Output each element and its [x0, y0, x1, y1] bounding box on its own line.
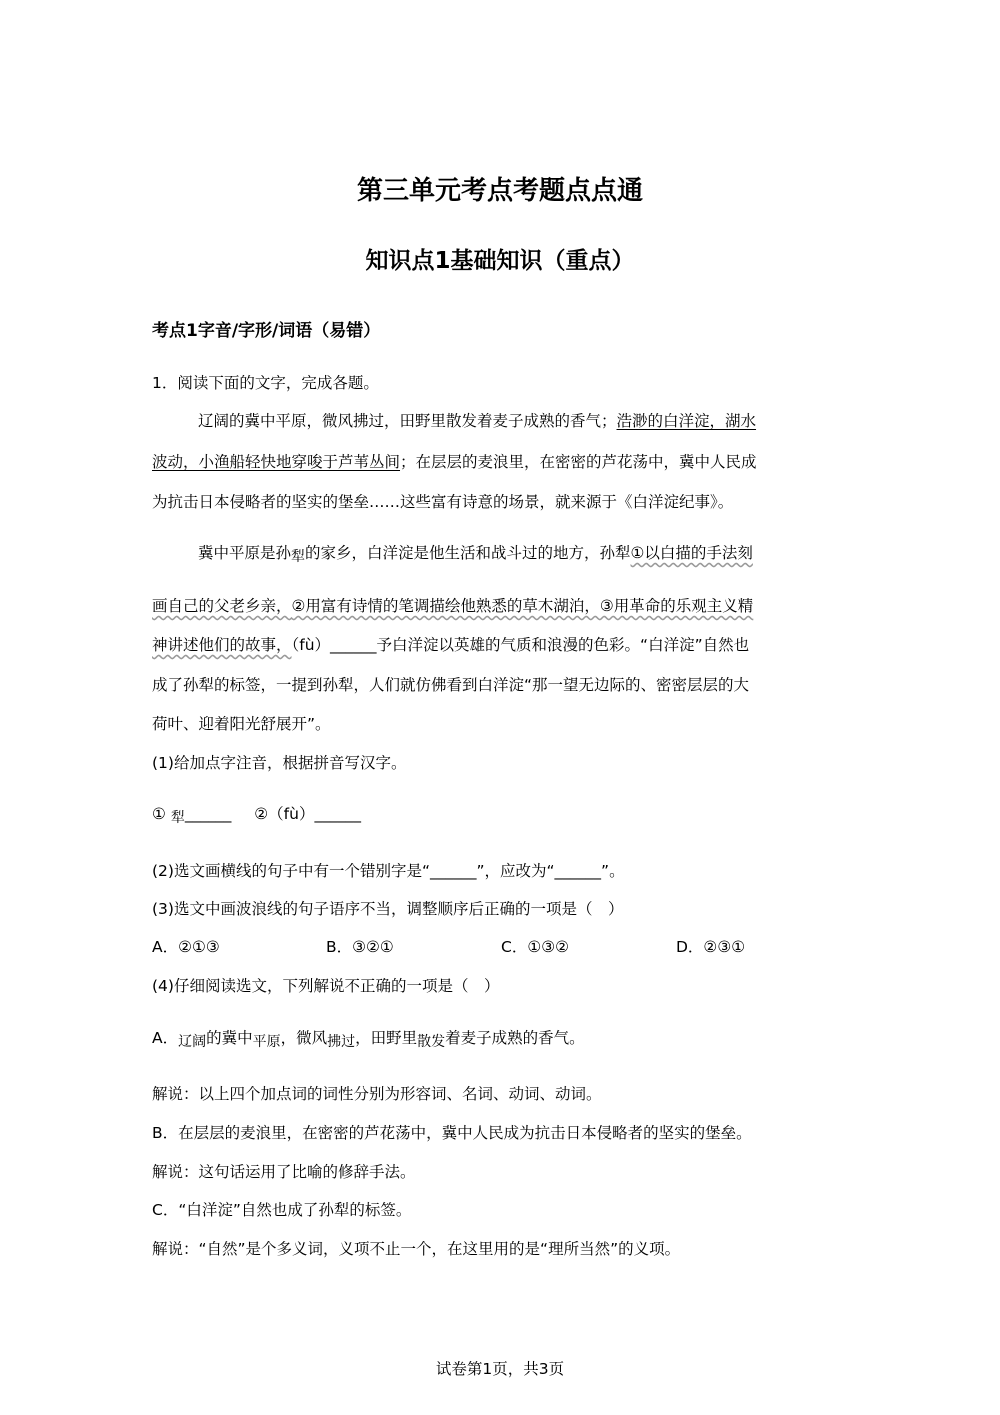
explanation-c: 解说：“自然”是个多义词，义项不止一个，在这里用的是“理所当然”的义项。: [152, 1240, 681, 1258]
dotted-word: 散发: [417, 1034, 446, 1050]
dotted-word: 平原: [252, 1034, 281, 1050]
subquestion-3-options: [0, 935, 1000, 959]
option-a-sentence: A．辽阔的冀中平原，微风拂过，田野里散发着麦子成熟的香气。: [152, 1029, 585, 1050]
option-b[interactable]: B．③②①: [326, 938, 394, 956]
wavy-sentence: ①以白描的手法刻: [630, 544, 753, 562]
wavy-sentence: 神讲述他们的故事，: [152, 636, 292, 654]
explanation-a: 解说：以上四个加点词的词性分别为形容词、名词、动词、动词。: [152, 1085, 602, 1103]
subquestion-4: (4)仔细阅读选文，下列解说不正确的一项是（ ）: [152, 977, 500, 995]
answer-blank[interactable]: ______: [184, 805, 232, 823]
passage1-line2: 波动，小渔船轻快地穿唆于芦苇丛间；在层层的麦浪里，在密密的芦花荡中，冀中人民成: [152, 453, 757, 471]
option-a[interactable]: A．②①③: [152, 938, 220, 956]
wavy-sentence: ②用富有诗情的笔调描绘他熟悉的草木湖泊，③用革命的乐观主义精: [291, 597, 754, 615]
page-title: 第三单元考点考题点点通: [356, 176, 643, 206]
subquestion-2: (2)选文画横线的句子中有一个错别字是“______”，应改为“______”。: [152, 862, 625, 880]
option-c-sentence: C．“白洋淀”自然也成了孙犁的标签。: [152, 1201, 412, 1219]
wavy-sentence: 画自己的父老乡亲，: [152, 597, 292, 615]
passage2-line1: 冀中平原是孙犁的家乡，白洋淀是他生活和战斗过的地方，孙犁①以白描的手法刻: [198, 544, 753, 565]
dotted-word: 拂过: [327, 1034, 356, 1050]
passage2-line4: 成了孙犁的标签，一提到孙犁，人们就仿佛看到白洋淀“那一望无边际的、密密层层的大: [152, 676, 750, 694]
dotted-character: 犁: [170, 810, 185, 826]
question-stem: 1．阅读下面的文字，完成各题。: [152, 374, 379, 392]
subquestion-1: (1)给加点字注音，根据拼音写汉字。: [152, 754, 407, 772]
explanation-b: 解说：这句话运用了比喻的修辞手法。: [152, 1163, 416, 1181]
option-b-sentence: B．在层层的麦浪里，在密密的芦花荡中，冀中人民成为抗击日本侵略者的坚实的堡垒。: [152, 1124, 752, 1142]
passage2-line5: 荷叶、迎着阳光舒展开”。: [152, 715, 331, 733]
page-footer: 试卷第1页，共3页: [435, 1360, 565, 1378]
passage2-line3: 神讲述他们的故事，（fù）______予白洋淀以英雄的气质和浪漫的色彩。“白洋淀”自然也: [152, 636, 750, 654]
subquestion-3: (3)选文中画波浪线的句子语序不当，调整顺序后正确的一项是（ ）: [152, 900, 624, 918]
subquestion-1-blanks: ① 犁______ ②（fù）______: [152, 805, 361, 826]
option-c[interactable]: C．①③②: [501, 938, 570, 956]
answer-blank[interactable]: ②（fù）______: [254, 805, 361, 823]
dotted-word: 辽阔: [178, 1034, 207, 1050]
passage1-line3: 为抗击日本侵略者的坚实的堡垒……这些富有诗意的场景，就来源于《白洋淀纪事》。: [152, 493, 734, 511]
underlined-sentence: 波动，小渔船轻快地穿唆于芦苇丛间: [152, 453, 401, 471]
page-subtitle: 知识点1基础知识（重点）: [365, 248, 635, 274]
section-heading: 考点1字音/字形/词语（易错）: [152, 321, 381, 341]
passage2-line2: [152, 594, 753, 616]
dotted-character: 犁: [291, 549, 306, 565]
underlined-sentence: 浩渺的白洋淀，湖水: [616, 412, 757, 430]
option-d[interactable]: D．②③①: [676, 938, 746, 956]
passage1-line1: 辽阔的冀中平原，微风拂过，田野里散发着麦子成熟的香气；浩渺的白洋淀，湖水: [198, 412, 757, 430]
